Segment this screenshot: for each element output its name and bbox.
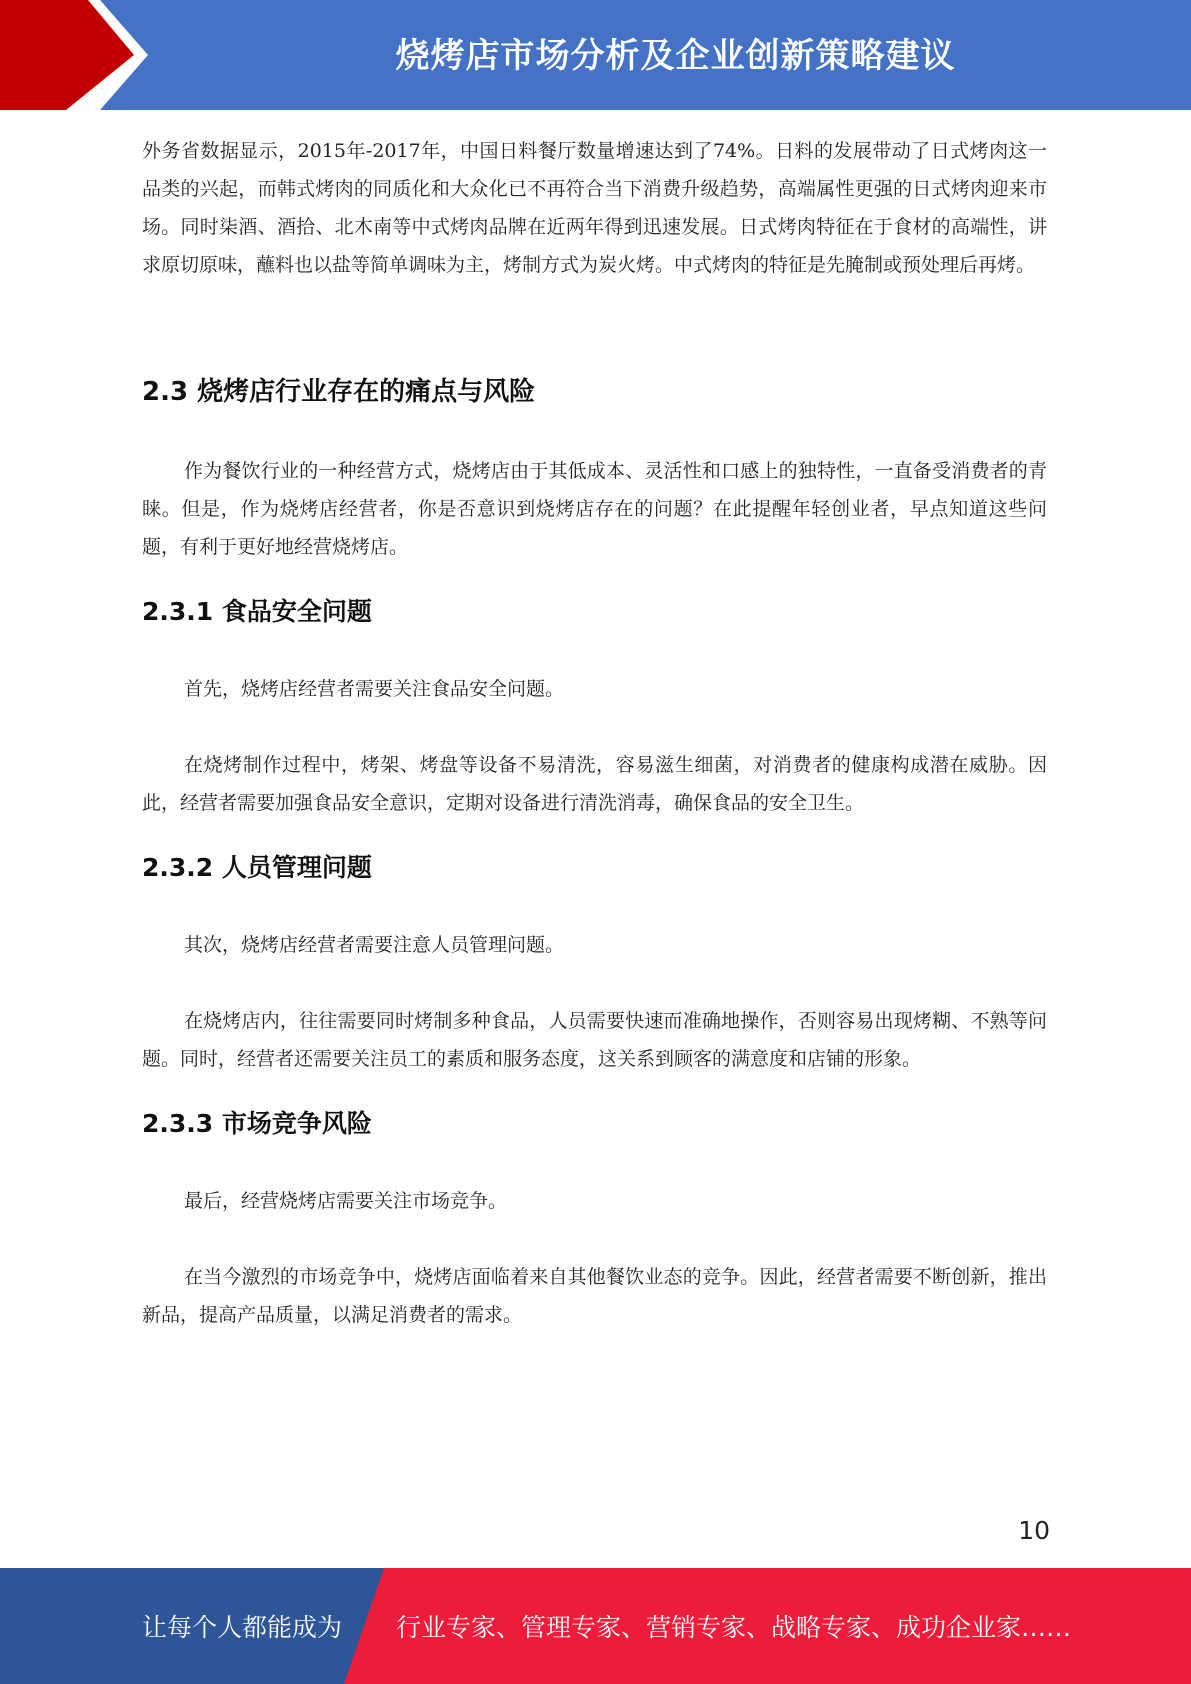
section-2-3-3-paragraph-1: 最后，经营烧烤店需要关注市场竞争。 bbox=[184, 1190, 508, 1212]
section-heading-2-3-2: 2.3.2 人员管理问题 bbox=[142, 853, 372, 882]
footer-slogan-left: 让每个人都能成为 bbox=[142, 1613, 343, 1642]
intro-paragraph: 外务省数据显示，2015年-2017年，中国日料餐厅数量增速达到了74%。日料的发展带动了日式烤肉这一品类的兴起，而韩式烤肉的同质化和大众化已不再符合当下消费升级趋势，高端属性更强的日式烤肉迎来市场。同时柒酒、酒拾、北木南等中式烤肉品牌在近两年得到迅速发展。日式烤肉特征在于食材的高端性，讲求原切原味，蘸料也以盐等简单调味为主，烤制方式为炭火烤。中式烤肉的特征是先腌制或预处理后再烤。 bbox=[142, 140, 1047, 276]
page-content bbox=[142, 132, 1047, 1334]
section-2-3-2-paragraph-1: 其次，烧烤店经营者需要注意人员管理问题。 bbox=[184, 934, 565, 956]
section-2-3-2-paragraph-2: 在烧烤店内，往往需要同时烤制多种食品，人员需要快速而准确地操作，否则容易出现烤糊、不熟等问题。同时，经营者还需要关注员工的素质和服务态度，这关系到顾客的满意度和店铺的形象。 bbox=[142, 1010, 1047, 1070]
section-heading-2-3: 2.3 烧烤店行业存在的痛点与风险 bbox=[142, 377, 536, 407]
section-2-3-3-paragraph-2: 在当今激烈的市场竞争中，烧烤店面临着来自其他餐饮业态的竞争。因此，经营者需要不断创新，推出新品，提高产品质量，以满足消费者的需求。 bbox=[142, 1266, 1047, 1326]
section-heading-2-3-3: 2.3.3 市场竞争风险 bbox=[142, 1109, 372, 1138]
section-2-3-1-paragraph-2: 在烧烤制作过程中，烤架、烤盘等设备不易清洗，容易滋生细菌，对消费者的健康构成潜在威胁。因此，经营者需要加强食品安全意识，定期对设备进行清洗消毒，确保食品的安全卫生。 bbox=[142, 754, 1047, 814]
page-header bbox=[0, 0, 1191, 110]
section-2-3-paragraph: 作为餐饮行业的一种经营方式，烧烤店由于其低成本、灵活性和口感上的独特性，一直备受消费者的青睐。但是，作为烧烤店经营者，你是否意识到烧烤店存在的问题？在此提醒年轻创业者，早点知道这些问题，有利于更好地经营烧烤店。 bbox=[142, 460, 1047, 558]
footer-slogan-right: 行业专家、管理专家、营销专家、战略专家、成功企业家…… bbox=[396, 1613, 1072, 1642]
section-2-3-1-paragraph-1: 首先，烧烤店经营者需要关注食品安全问题。 bbox=[184, 678, 565, 700]
page-number: 10 bbox=[1018, 1516, 1050, 1545]
page-footer bbox=[0, 1568, 1191, 1684]
section-heading-2-3-1: 2.3.1 食品安全问题 bbox=[142, 597, 372, 626]
document-title: 烧烤店市场分析及企业创新策略建议 bbox=[395, 36, 956, 76]
